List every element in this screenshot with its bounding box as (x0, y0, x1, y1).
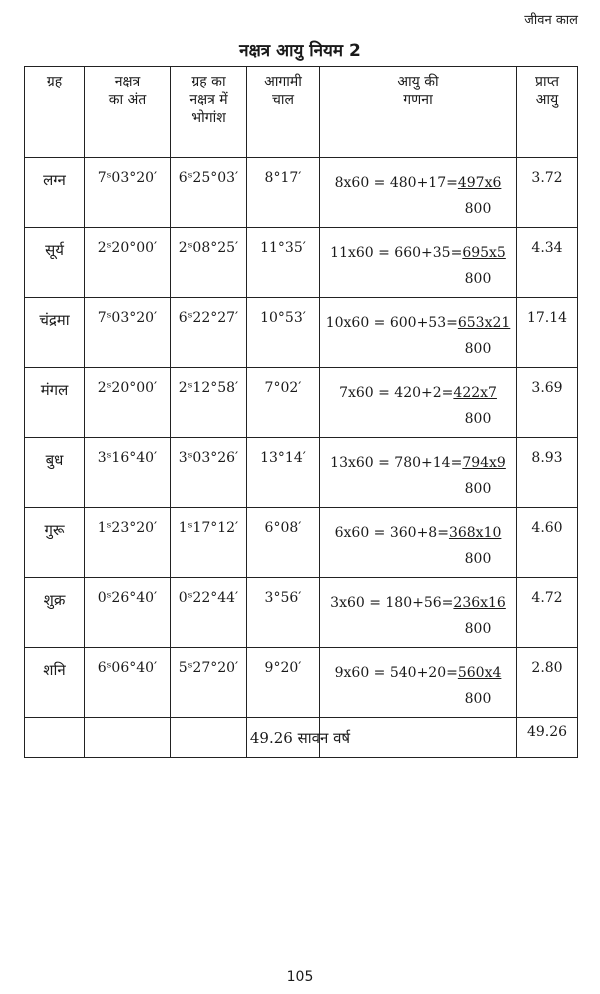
header-nakshatra-end: नक्षत्र का अंत (85, 67, 171, 158)
calc-expression: 10x60 = 600+53= (325, 315, 458, 331)
calc-expression: 8x60 = 480+17= (334, 175, 458, 191)
summary-words: सावन वर्ष (297, 729, 351, 747)
calc-numerator: 368x10 (448, 525, 502, 541)
calc-denominator: 800 (464, 341, 492, 357)
calc-denominator: 800 (464, 271, 492, 287)
calculation-cell (320, 578, 517, 648)
calculation-cell (320, 368, 517, 438)
calc-denominator: 800 (464, 481, 492, 497)
age-value: 2.80 (517, 648, 578, 718)
nakshatra-end-value: 1ˢ23°20′ (85, 508, 171, 578)
table-row (25, 578, 578, 648)
agami-chal-value: 8°17′ (247, 158, 320, 228)
bhogansh-value: 2ˢ12°58′ (171, 368, 247, 438)
nakshatra-end-value: 6ˢ06°40′ (85, 648, 171, 718)
nakshatra-end-value: 7ˢ03°20′ (85, 158, 171, 228)
age-value: 17.14 (517, 298, 578, 368)
planet-name: शनि (25, 648, 85, 718)
calc-numerator: 236x16 (453, 595, 506, 611)
header-graha: ग्रह (25, 67, 85, 158)
agami-chal-value: 10°53′ (247, 298, 320, 368)
header-age: प्राप्त आयु (517, 67, 578, 158)
planet-name: शुक्र (25, 578, 85, 648)
header-agami-chal: आगामी चाल (247, 67, 320, 158)
agami-chal-value: 3°56′ (247, 578, 320, 648)
nakshatra-end-value: 2ˢ20°00′ (85, 228, 171, 298)
calc-expression: 9x60 = 540+20= (334, 665, 458, 681)
calc-numerator: 695x5 (462, 245, 506, 261)
header-row (25, 67, 578, 158)
calculation-cell (320, 158, 517, 228)
planet-name: मंगल (25, 368, 85, 438)
planet-name: बुध (25, 438, 85, 508)
calc-denominator: 800 (464, 411, 492, 427)
calc-numerator: 794x9 (462, 455, 506, 471)
planet-name: सूर्य (25, 228, 85, 298)
calc-denominator: 800 (464, 201, 492, 217)
calc-expression: 11x60 = 660+35= (330, 245, 463, 261)
planet-name: गुरू (25, 508, 85, 578)
calculation-cell (320, 438, 517, 508)
age-value: 8.93 (517, 438, 578, 508)
bhogansh-value: 3ˢ03°26′ (171, 438, 247, 508)
agami-chal-value: 6°08′ (247, 508, 320, 578)
agami-chal-value: 7°02′ (247, 368, 320, 438)
calc-numerator: 497x6 (457, 175, 502, 191)
calculation-cell (320, 228, 517, 298)
page-number: 105 (286, 969, 314, 985)
bhogansh-value: 2ˢ08°25′ (171, 228, 247, 298)
nakshatra-age-table (24, 66, 578, 758)
calc-numerator: 653x21 (457, 315, 511, 331)
header-calculation: आयु की गणना (320, 67, 517, 158)
table-row (25, 508, 578, 578)
bhogansh-value: 5ˢ27°20′ (171, 648, 247, 718)
nakshatra-end-value: 0ˢ26°40′ (85, 578, 171, 648)
calc-expression: 6x60 = 360+8= (334, 525, 449, 541)
total-age: 49.26 (517, 718, 578, 758)
nakshatra-end-value: 2ˢ20°00′ (85, 368, 171, 438)
agami-chal-value: 13°14′ (247, 438, 320, 508)
calc-expression: 7x60 = 420+2= (339, 385, 454, 401)
calculation-cell (320, 648, 517, 718)
nakshatra-end-value: 7ˢ03°20′ (85, 298, 171, 368)
calculation-cell (320, 298, 517, 368)
table-row (25, 438, 578, 508)
table-row (25, 648, 578, 718)
calculation-cell (320, 508, 517, 578)
planet-name: लग्न (25, 158, 85, 228)
bhogansh-value: 1ˢ17°12′ (171, 508, 247, 578)
calc-denominator: 800 (464, 621, 492, 637)
running-head: जीवन काल (524, 13, 578, 28)
calc-denominator: 800 (464, 691, 492, 707)
calc-expression: 3x60 = 180+56= (330, 595, 454, 611)
table-title: नक्षत्र आयु नियम 2 (239, 41, 361, 61)
bhogansh-value: 6ˢ25°03′ (171, 158, 247, 228)
agami-chal-value: 9°20′ (247, 648, 320, 718)
calc-numerator: 422x7 (453, 385, 497, 401)
calc-numerator: 560x4 (457, 665, 502, 681)
bhogansh-value: 6ˢ22°27′ (171, 298, 247, 368)
calc-expression: 13x60 = 780+14= (330, 455, 463, 471)
table-row (25, 368, 578, 438)
age-value: 3.72 (517, 158, 578, 228)
table-row (25, 228, 578, 298)
table-row (25, 158, 578, 228)
planet-name: चंद्रमा (25, 298, 85, 368)
agami-chal-value: 11°35′ (247, 228, 320, 298)
header-bhogansh: ग्रह का नक्षत्र में भोगांश (171, 67, 247, 158)
summary-line (0, 728, 600, 748)
age-value: 3.69 (517, 368, 578, 438)
age-value: 4.34 (517, 228, 578, 298)
summary-number: 49.26 (249, 729, 293, 747)
table-row (25, 298, 578, 368)
age-value: 4.60 (517, 508, 578, 578)
calc-denominator: 800 (464, 551, 492, 567)
age-value: 4.72 (517, 578, 578, 648)
nakshatra-end-value: 3ˢ16°40′ (85, 438, 171, 508)
bhogansh-value: 0ˢ22°44′ (171, 578, 247, 648)
